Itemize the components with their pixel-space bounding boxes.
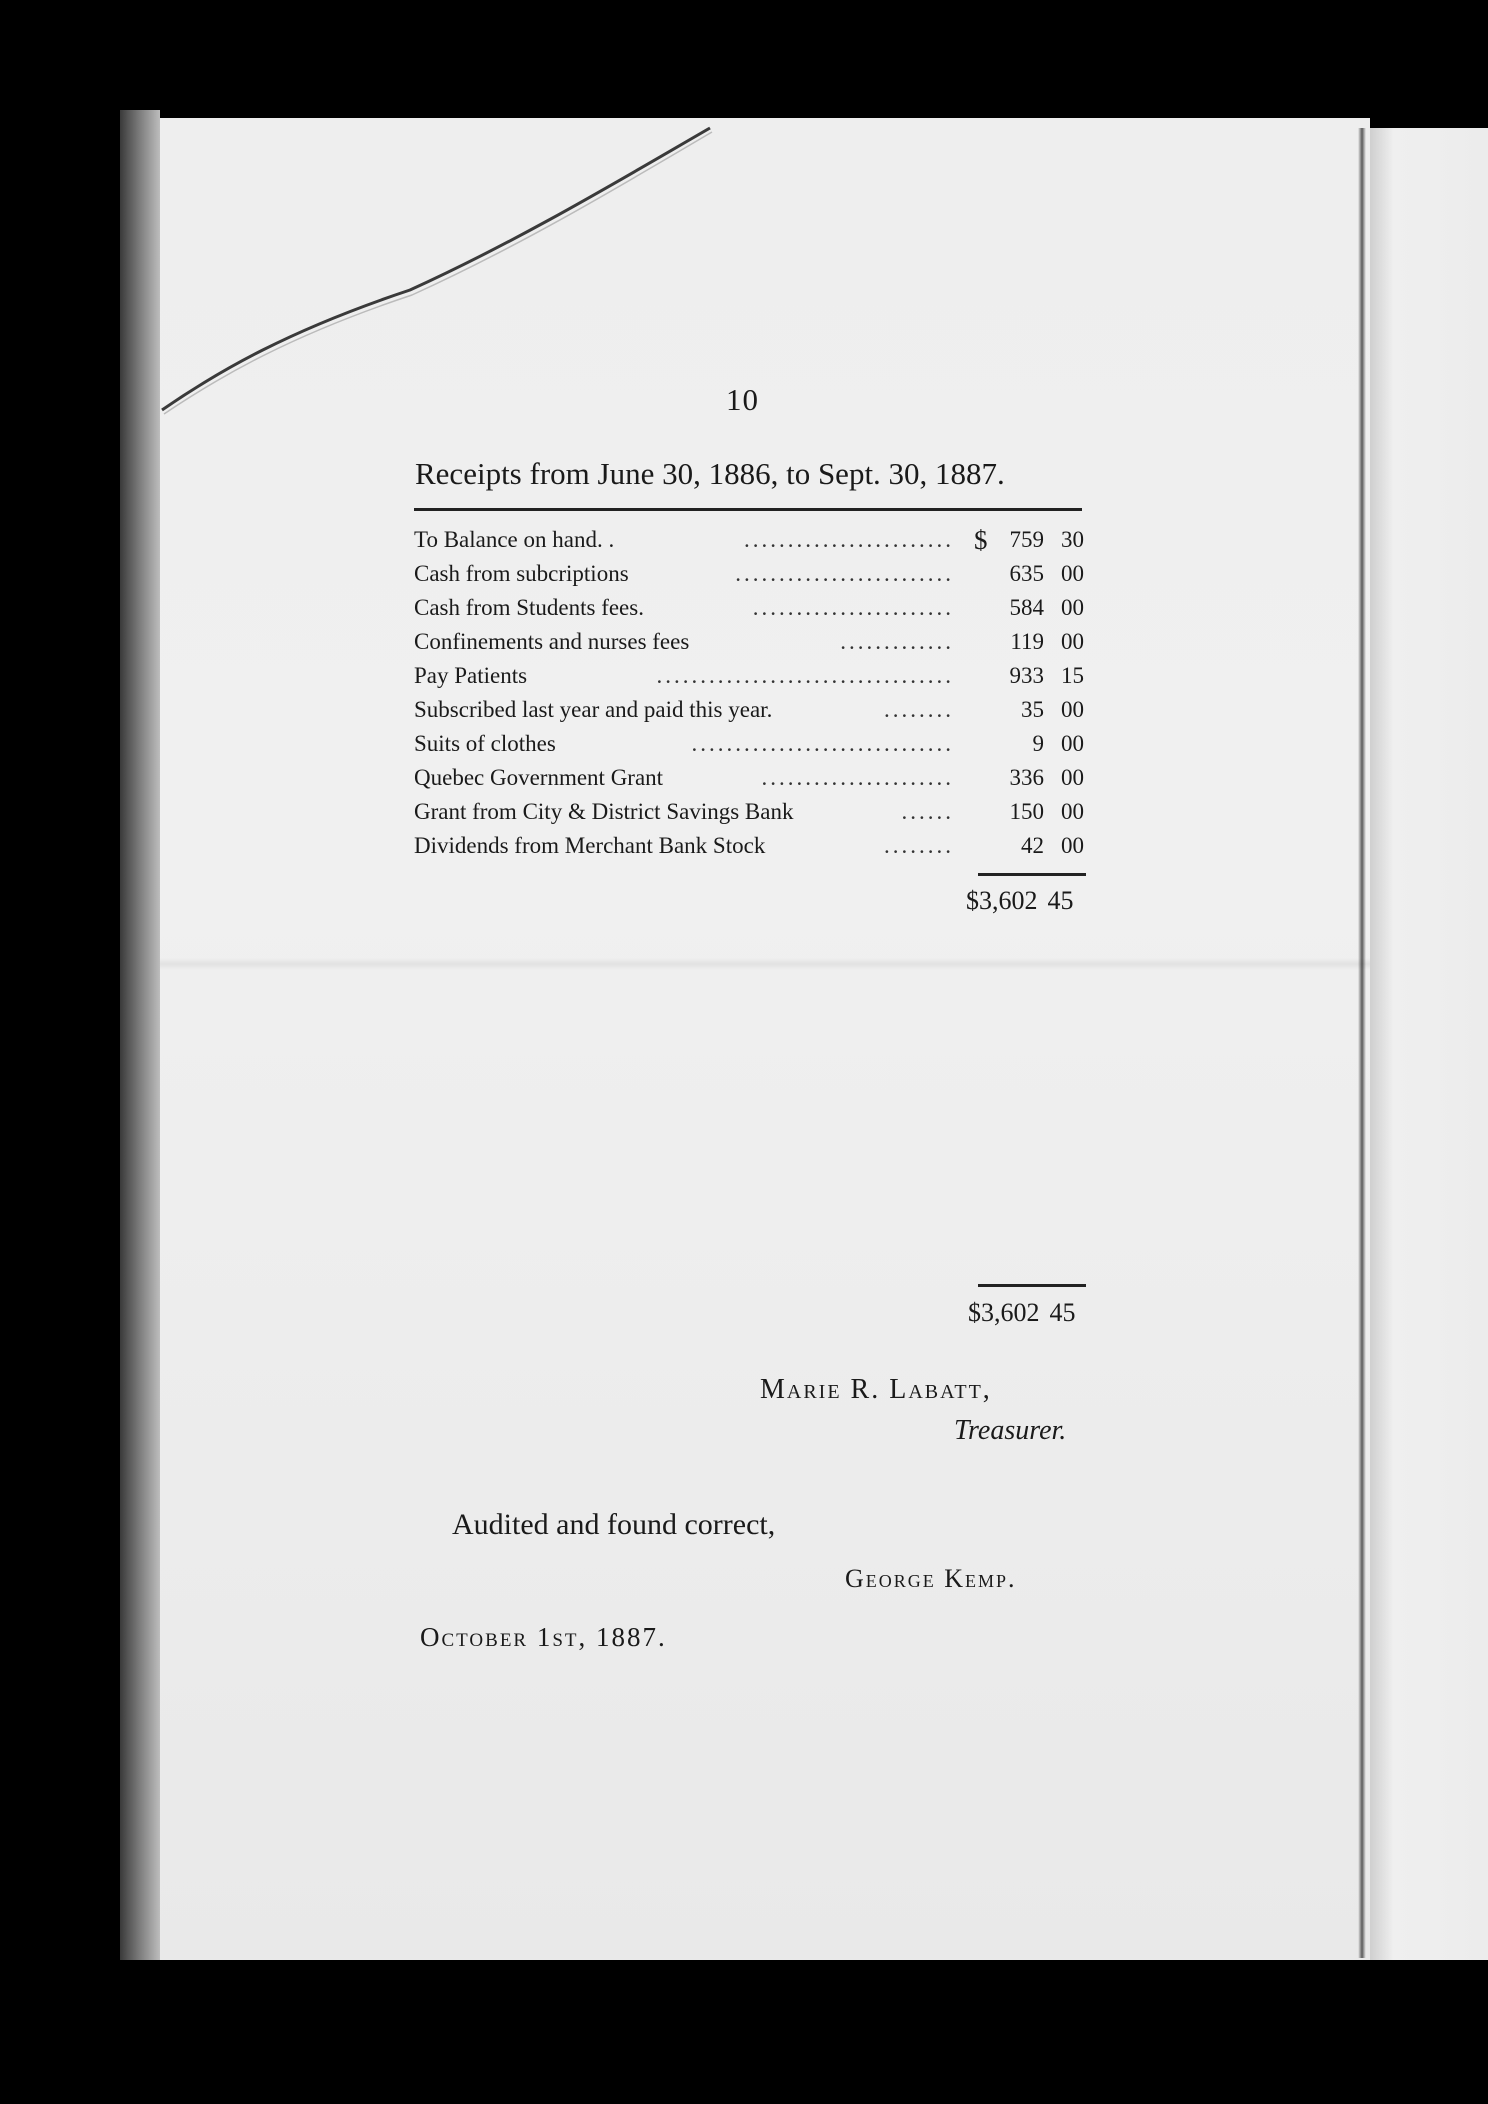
total-cents: 45 bbox=[1049, 1298, 1076, 1327]
leader-dots: ............. bbox=[840, 629, 954, 654]
ledger-row bbox=[414, 693, 1084, 727]
ledger-amount-cents: 00 bbox=[1061, 595, 1084, 620]
leader-dots: ........................ bbox=[744, 527, 954, 552]
ledger-row bbox=[414, 557, 1084, 591]
ledger-description: Subscribed last year and paid this year. bbox=[414, 697, 773, 722]
total-rule bbox=[978, 1284, 1086, 1287]
ledger-row bbox=[414, 829, 1084, 863]
ledger-description: Cash from subcriptions bbox=[414, 561, 629, 586]
page-number: 10 bbox=[726, 382, 759, 417]
ledger-amount-cents: 00 bbox=[1061, 731, 1084, 756]
ledger-amount-cents: 15 bbox=[1061, 663, 1084, 688]
ledger-amount-dollars: 933 bbox=[1009, 663, 1044, 688]
ledger-amount-dollars: 584 bbox=[1009, 595, 1044, 620]
ledger-description: Dividends from Merchant Bank Stock bbox=[414, 833, 766, 858]
ledger-amount-cents: 30 bbox=[1061, 527, 1084, 552]
ledger-amount-dollars: 35 bbox=[1021, 697, 1044, 722]
ledger-amount-cents: 00 bbox=[1061, 765, 1084, 790]
total-dollars: $3,602 bbox=[968, 1298, 1040, 1327]
ledger-amount-dollars: 9 bbox=[1032, 731, 1044, 756]
subtotal-dollars: $3,602 bbox=[966, 886, 1038, 915]
ledger-amount-cents: 00 bbox=[1061, 833, 1084, 858]
ledger-amount-cents: 00 bbox=[1061, 799, 1084, 824]
ledger-row bbox=[414, 625, 1084, 659]
ledger-row bbox=[414, 727, 1084, 761]
ledger-row bbox=[414, 591, 1084, 625]
leader-dots: ......................... bbox=[735, 561, 954, 586]
document-date: October 1st, 1887. bbox=[420, 1622, 667, 1652]
ledger-description: Grant from City & District Savings Bank bbox=[414, 799, 794, 824]
subtotal-rule bbox=[978, 873, 1086, 876]
ledger-amount-dollars: 119 bbox=[1010, 629, 1044, 654]
treasurer-title: Treasurer. bbox=[954, 1415, 1067, 1446]
ledger-amount-cents: 00 bbox=[1061, 697, 1084, 722]
currency-symbol: $ bbox=[974, 525, 988, 555]
ledger-amount-dollars: 42 bbox=[1021, 833, 1044, 858]
ledger-amount-dollars: 759 bbox=[1009, 527, 1044, 552]
leader-dots: .................................. bbox=[656, 663, 954, 688]
auditor-name: George Kemp. bbox=[845, 1564, 1017, 1593]
ledger-amount-dollars: 635 bbox=[1009, 561, 1044, 586]
leader-dots: ...................... bbox=[761, 765, 954, 790]
subtotal-cents: 45 bbox=[1047, 886, 1074, 915]
leader-dots: .............................. bbox=[691, 731, 954, 756]
ledger-description: Cash from Students fees. bbox=[414, 595, 644, 620]
ledger-description: Confinements and nurses fees bbox=[414, 629, 690, 654]
ledger-row bbox=[414, 523, 1084, 557]
leader-dots: ...... bbox=[901, 799, 954, 824]
ledger-description: Quebec Government Grant bbox=[414, 765, 664, 790]
heading-rule bbox=[414, 508, 1082, 511]
receipts-ledger bbox=[414, 523, 1084, 863]
ledger-amount-dollars: 336 bbox=[1009, 765, 1044, 790]
page-title: Receipts from June 30, 1886, to Sept. 30, 1887. bbox=[415, 456, 1005, 491]
ledger-row bbox=[414, 659, 1084, 693]
leader-dots: ....................... bbox=[752, 595, 954, 620]
ledger-description: Pay Patients bbox=[414, 663, 528, 688]
audit-statement: Audited and found correct, bbox=[452, 1508, 776, 1541]
ledger-row bbox=[414, 795, 1084, 829]
grand-total-amount bbox=[968, 1298, 1076, 1328]
leader-dots: ........ bbox=[884, 833, 954, 858]
subtotal-amount bbox=[966, 886, 1074, 916]
ledger-description: Suits of clothes bbox=[414, 731, 556, 756]
ledger-description: To Balance on hand. . bbox=[414, 527, 615, 552]
ledger-row bbox=[414, 761, 1084, 795]
treasurer-name: Marie R. Labatt, bbox=[760, 1374, 992, 1405]
ledger-amount-cents: 00 bbox=[1061, 561, 1084, 586]
leader-dots: ........ bbox=[884, 697, 954, 722]
ledger-amount-dollars: 150 bbox=[1009, 799, 1044, 824]
ledger-amount-cents: 00 bbox=[1061, 629, 1084, 654]
